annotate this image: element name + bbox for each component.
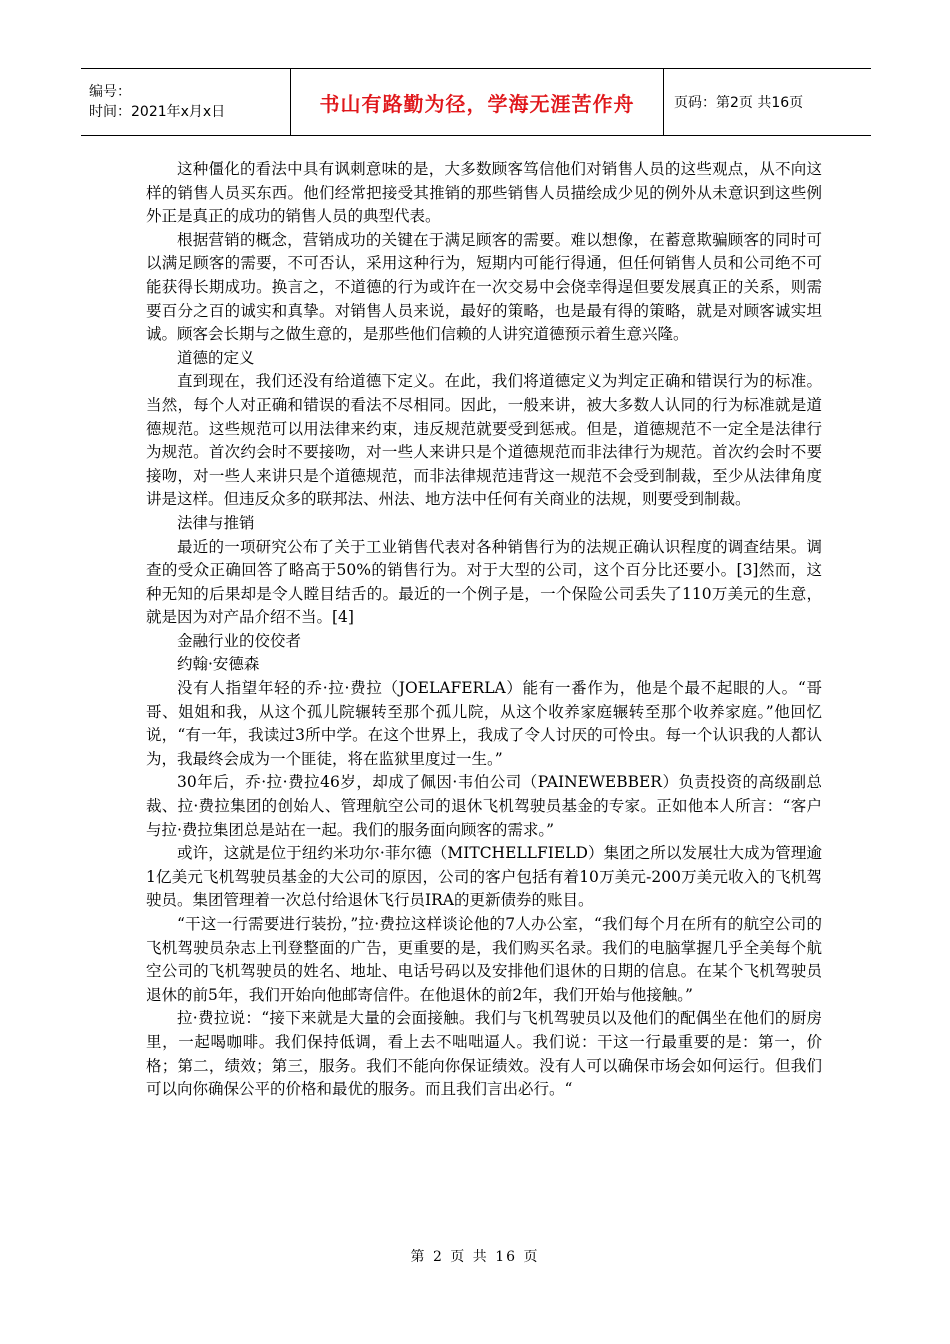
paragraph: 或许，这就是位于纽约米功尔·菲尔德（MITCHELLFIELD）集团之所以发展壮大成为管理逾1亿美元飞机驾驶员基金的大公司的原因，公司的客户包括有着10万美元-200万美元收入的飞机驾驶员。集团管理着一次总付给退休飞行员IRA的更新债券的账目。 [146,844,822,910]
page-header [81,68,871,136]
doc-number-label: 编号： [89,84,131,100]
header-page-label: 页码：第2页 共16页 [664,69,872,136]
author-line: 约翰·安德森 [177,655,260,674]
paragraph: 直到现在，我们还没有给道德下定义。在此，我们将道德定义为判定正确和错误行为的标准。当然，每个人对正确和错误的看法不尽相同。因此，一般来讲，被大多数人认同的行为标准就是道德规范。这些规范可以用法律来约束，违反规范就要受到惩戒。但是，道德规范不一定全是法律行为规范。首次约会时不要接吻，对一些人来讲只是个道德规范而非法律行为规范。首次约会时不要接吻，对一些人来讲只是个道德规范，而非法律规范违背这一规范不会受到制裁，至少从法律角度讲是这样。但违反众多的联邦法、州法、地方法中任何有关商业的法规，则要受到制裁。 [146,372,822,509]
section-heading: 法律与推销 [177,513,255,532]
paragraph: 这种僵化的看法中具有讽刺意味的是，大多数顾客笃信他们对销售人员的这些观点，从不向这样的销售人员买东西。他们经常把接受其推销的那些销售人员描绘成少见的例外从未意识到这些例外正是真正的成功的销售人员的典型代表。 [146,160,822,226]
paragraph: 根据营销的概念，营销成功的关键在于满足顾客的需要。难以想像，在蓄意欺骗顾客的同时可以满足顾客的需要，不可否认，采用这种行为，短期内可能行得通，但任何销售人员和公司绝不可能获得长期成功。换言之，不道德的行为或许在一次交易中会侥幸得逞但要发展真正的关系，则需要百分之百的诚实和真挚。对销售人员来说，最好的策略，也是最有得的策略，就是对顾客诚实坦诚。顾客会长期与之做生意的，是那些他们信赖的人讲究道德预示着生意兴隆。 [146,230,822,344]
paragraph: 拉·费拉说：“接下来就是大量的会面接触。我们与飞机驾驶员以及他们的配偶坐在他们的厨房里，一起喝咖啡。我们保持低调，看上去不咄咄逼人。我们说：干这一行最重要的是：第一，价格；第二，绩效；第三，服务。我们不能向你保证绩效。没有人可以确保市场会如何运行。但我们可以向你确保公平的价格和最优的服务。而且我们言出必行。“ [146,1009,822,1099]
page-footer: 第 2 页 共 16 页 [410,1249,540,1265]
section-heading: 道德的定义 [177,348,255,367]
header-motto: 书山有路勤为径，学海无涯苦作舟 [291,69,664,136]
header-meta [81,69,291,136]
paragraph: 最近的一项研究公布了关于工业销售代表对各种销售行为的法规正确认识程度的调查结果。调查的受众正确回答了略高于50%的销售行为。对于大型的公司，这个百分比还要小。[3]然而，这种无知的后果却是令人瞠目结舌的。最近的一个例子是，一个保险公司丢失了110万美元的生意，就是因为对产品介绍不当。[4] [146,537,822,627]
paragraph: 没有人指望年轻的乔·拉·费拉（JOELAFERLA）能有一番作为，他是个最不起眼的人。“哥哥、姐姐和我，从这个孤儿院辗转至那个孤儿院，从这个收养家庭辗转至那个收养家庭。”他回忆说，“有一年，我读过3所中学。在这个世界上，我成了令人讨厌的可怜虫。每一个认识我的人都认为，我最终会成为一个匪徒，将在监狱里度过一生。” [146,679,822,768]
paragraph: 30年后，乔·拉·费拉46岁，却成了佩因·韦伯公司（PAINEWEBBER）负责投资的高级副总裁、拉·费拉集团的创始人、管理航空公司的退休飞机驾驶员基金的专家。正如他本人所言：“客户与拉·费拉集团总是站在一起。我们的服务面向顾客的需求。” [146,773,822,839]
document-body [146,158,822,1102]
section-heading: 金融行业的佼佼者 [177,631,302,650]
paragraph: “干这一行需要进行装扮，”拉·费拉这样谈论他的7人办公室，“我们每个月在所有的航空公司的飞机驾驶员杂志上刊登整面的广告，更重要的是，我们购买名录。我们的电脑掌握几乎全美每个航空公司的飞机驾驶员的姓名、地址、电话号码以及安排他们退休的日期的信息。在某个飞机驾驶员退休的前5年，我们开始向他邮寄信件。在他退休的前2年，我们开始与他接触。” [146,915,822,1004]
doc-time-label: 时间：2021年x月x日 [89,104,226,120]
